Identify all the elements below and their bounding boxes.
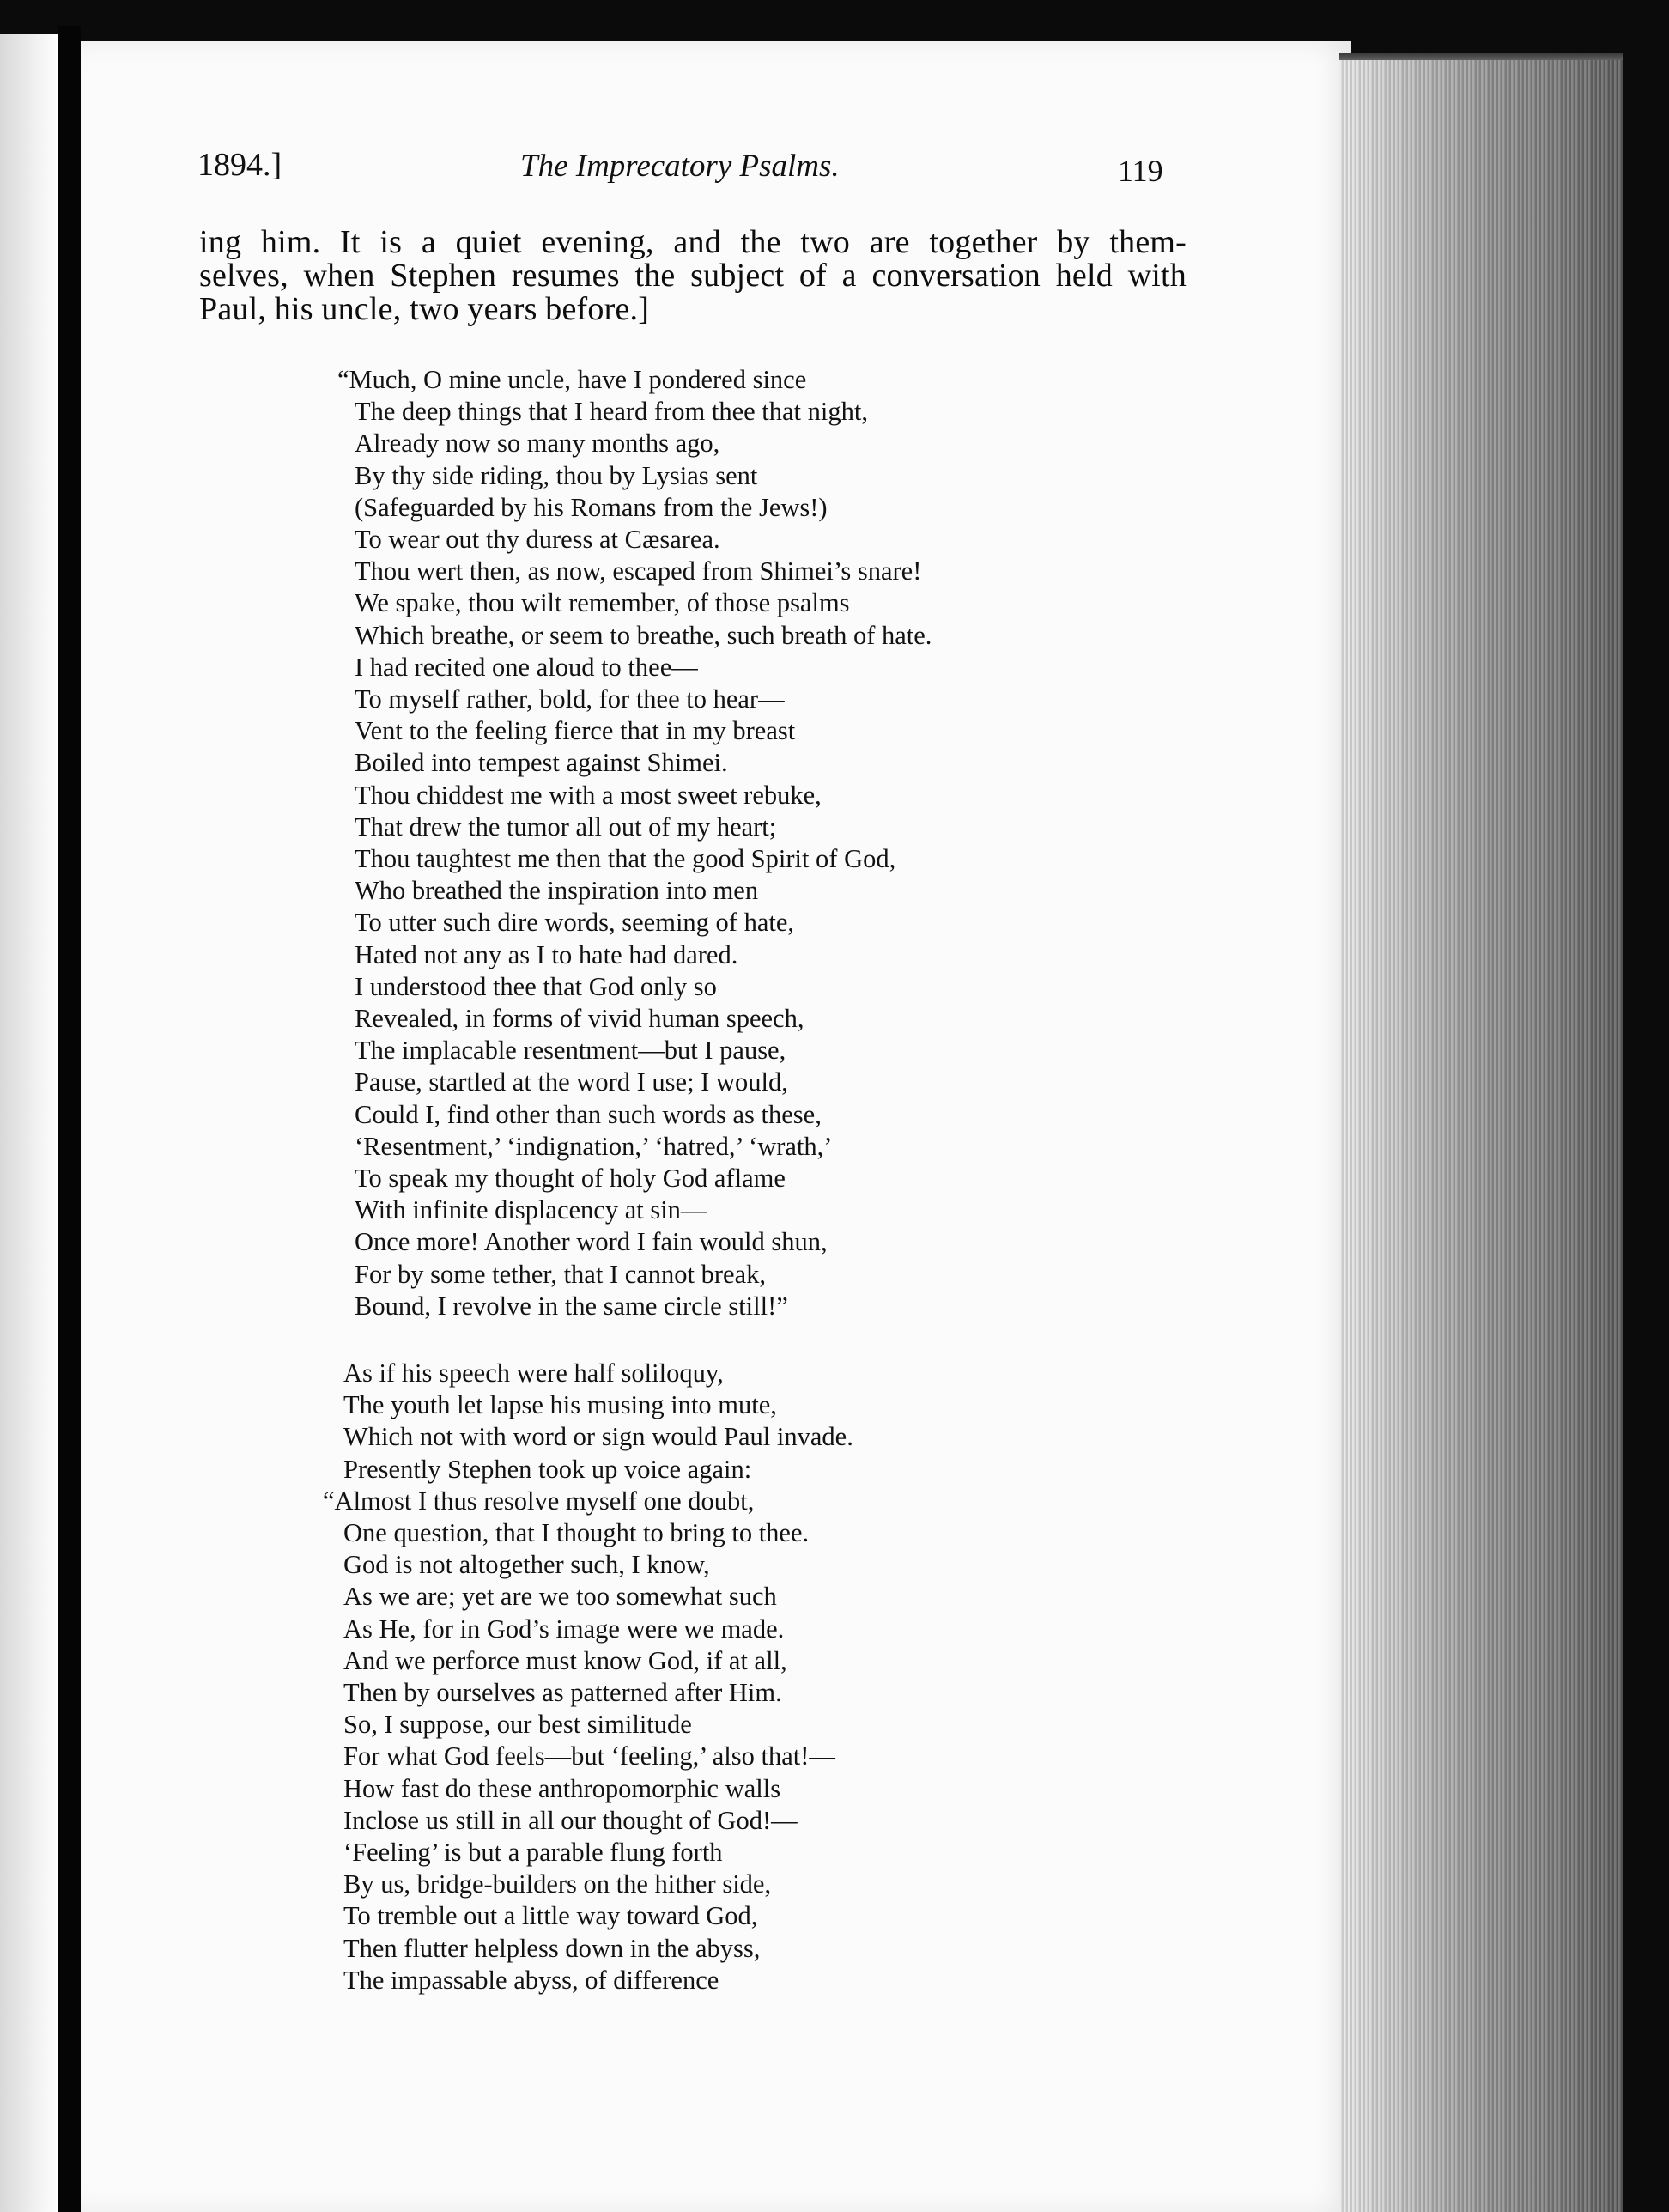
facing-page-edge: [0, 34, 58, 2212]
verse-line: As if his speech were half soliloquy,: [343, 1358, 724, 1388]
verse-line: How fast do these anthropomorphic walls: [343, 1773, 781, 1803]
prose-line: ing him. It is a quiet evening, and the two are together by them-: [199, 224, 1187, 260]
running-head: [0, 146, 1669, 198]
verse-line: Hated not any as I to hate had dared.: [355, 939, 738, 969]
verse-line: Once more! Another word I fain would shun,: [355, 1227, 828, 1257]
verse-line: Bound, I revolve in the same circle still!”: [355, 1291, 788, 1321]
verse-line: By us, bridge-builders on the hither side,: [343, 1869, 772, 1899]
verse-line: For by some tether, that I cannot break,: [355, 1259, 767, 1289]
page-block-edges: [1339, 60, 1623, 2212]
prose-paragraph: [199, 226, 1187, 326]
verse-line: Boiled into tempest against Shimei.: [355, 748, 728, 778]
verse-line: I had recited one aloud to thee—: [355, 652, 698, 682]
verse-line: ‘Feeling’ is but a parable flung forth: [343, 1838, 723, 1867]
verse-line: Who breathed the inspiration into men: [355, 876, 759, 906]
verse-line: Which not with word or sign would Paul invade.: [343, 1422, 853, 1452]
verse-line: ‘Resentment,’ ‘indignation,’ ‘hatred,’ ‘wrath,’: [355, 1131, 833, 1161]
verse-line: For what God feels—but ‘feeling,’ also that!—: [343, 1741, 835, 1771]
verse-line: Then by ourselves as patterned after Him.: [343, 1678, 782, 1707]
verse-line: Thou chiddest me with a most sweet rebuke,: [355, 780, 822, 810]
verse-line: With infinite displacency at sin—: [355, 1195, 707, 1225]
verse-line: God is not altogether such, I know,: [343, 1550, 710, 1580]
verse-line: To speak my thought of holy God aflame: [355, 1164, 786, 1193]
verse-line: Then flutter helpless down in the abyss,: [343, 1933, 761, 1963]
verse-line: So, I suppose, our best similitude: [343, 1710, 692, 1740]
verse-line: Already now so many months ago,: [355, 428, 720, 459]
verse-line: As we are; yet are we too somewhat such: [343, 1582, 777, 1612]
verse-line: That drew the tumor all out of my heart;: [355, 811, 777, 842]
verse-line: Could I, find other than such words as these,: [355, 1099, 822, 1129]
verse-line: Thou taughtest me then that the good Spirit of God,: [355, 844, 896, 873]
verse-line: The implacable resentment—but I pause,: [355, 1036, 786, 1066]
verse-line: By thy side riding, thou by Lysias sent: [355, 460, 758, 490]
verse-line: To tremble out a little way toward God,: [343, 1901, 758, 1931]
verse-line: I understood thee that God only so: [355, 971, 717, 1001]
verse-line: The deep things that I heard from thee that night,: [355, 397, 868, 427]
book-gutter: [58, 26, 81, 2212]
verse-line: As He, for in God’s image were we made.: [343, 1613, 785, 1644]
verse-line: Presently Stephen took up voice again:: [343, 1454, 752, 1484]
prose-line: selves, when Stephen resumes the subject of a conversation held with: [199, 258, 1187, 294]
verse-line-quote-start: “Almost I thus resolve myself one doubt,: [323, 1486, 755, 1516]
verse-line: Revealed, in forms of vivid human speech,: [355, 1004, 804, 1033]
page-number: 119: [1118, 154, 1163, 188]
verse-line: Pause, startled at the word I use; I would,: [355, 1067, 788, 1097]
verse-line: Inclose us still in all our thought of God!—: [343, 1805, 798, 1835]
prose-line: Paul, his uncle, two years before.]: [199, 291, 650, 327]
verse-line: We spake, thou wilt remember, of those psalms: [355, 588, 850, 618]
verse-line: Vent to the feeling fierce that in my breast: [355, 716, 796, 746]
verse-line: “Much, O mine uncle, have I pondered since: [337, 365, 807, 394]
header-title: The Imprecatory Psalms.: [520, 149, 840, 184]
verse-line: And we perforce must know God, if at all,: [343, 1645, 787, 1675]
scan-border-top: [0, 0, 1669, 41]
header-year: 1894.]: [197, 147, 282, 183]
verse-line: Thou wert then, as now, escaped from Shimei’s snare!: [355, 556, 922, 586]
verse-line: Which breathe, or seem to breathe, such breath of hate.: [355, 620, 932, 650]
verse-line: The youth let lapse his musing into mute,: [343, 1390, 777, 1420]
verse-line: To wear out thy duress at Cæsarea.: [355, 525, 720, 554]
scan-border-right: [1623, 0, 1669, 2212]
verse-line: (Safeguarded by his Romans from the Jews!): [355, 492, 828, 522]
verse-line: To utter such dire words, seeming of hate,: [355, 908, 794, 938]
verse-line: One question, that I thought to bring to thee.: [343, 1518, 810, 1547]
verse-line: The impassable abyss, of difference: [343, 1965, 719, 1995]
verse-line: To myself rather, bold, for thee to hear—: [355, 684, 785, 714]
